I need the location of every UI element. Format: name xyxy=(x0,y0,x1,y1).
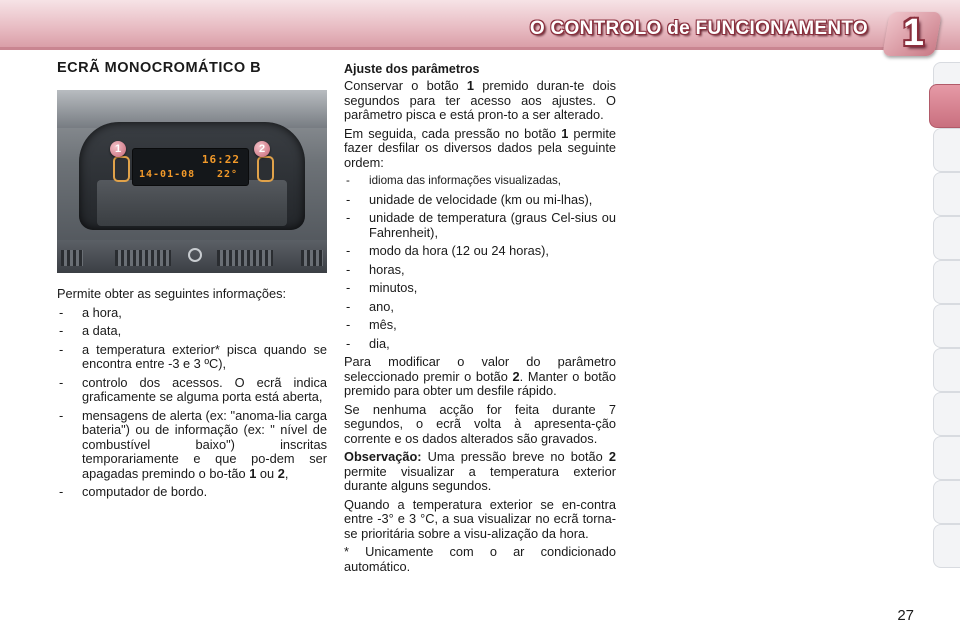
monochrome-display xyxy=(132,148,249,186)
item-text: ou xyxy=(259,465,275,481)
item-text: mensagens de alerta (ex: "anoma-lia carga bateria") ou de informação (ex: " nível de combustível baixo") inscritas temporariamente e que po-dem ser apagadas premindo o bo-tão xyxy=(82,407,327,481)
paragraph xyxy=(344,127,616,171)
list-item: - horas, xyxy=(344,263,616,278)
paragraph-text: premido duran-te dois segundos para ter acesso aos ajustes. O parâmetro pisca e está pron-to a ser alterado. xyxy=(344,78,617,122)
paragraph-text: . Manter o botão premido para obter um desfile rápido. xyxy=(344,368,616,398)
footnote: * Unicamente com o ar condicionado automático. xyxy=(344,544,616,574)
info-list xyxy=(57,306,327,500)
lcd-date: 14-01-08 xyxy=(139,169,196,180)
paragraph xyxy=(344,355,616,399)
list-item: - idioma das informações visualizadas, xyxy=(344,174,616,189)
button-ref: 2 xyxy=(512,368,520,384)
list-item: - mês, xyxy=(344,318,616,333)
display-button-2 xyxy=(257,156,274,182)
air-vent xyxy=(301,250,323,266)
paragraph: Quando a temperatura exterior se en-contra entre -3° e 3 °C, a sua visualizar no ecrã torna-se prioritária sobre a visu-alização da hora. xyxy=(344,496,616,541)
callout-1: 1 xyxy=(110,141,126,157)
paragraph-text: Uma pressão breve no botão xyxy=(427,449,603,464)
chapter-tab[interactable] xyxy=(933,480,960,524)
chapter-title: O CONTROLO de FUNCIONAMENTO xyxy=(529,18,868,39)
chapter-tab-active[interactable] xyxy=(929,84,960,128)
item-text: , xyxy=(284,465,289,481)
chapter-tab[interactable] xyxy=(933,128,960,172)
list-item xyxy=(57,409,327,482)
chapter-tab[interactable] xyxy=(933,392,960,436)
air-vent xyxy=(115,250,171,266)
paragraph-text: permite visualizar a temperatura exterior durante alguns segundos. xyxy=(344,463,616,493)
chapter-tab[interactable] xyxy=(933,260,960,304)
hazard-switch-icon xyxy=(188,248,202,262)
air-vent xyxy=(217,250,273,266)
chapter-tabs xyxy=(930,62,960,574)
button-ref: 1 xyxy=(466,78,474,93)
paragraph-text: Para modificar o valor do parâmetro seleccionado premir o botão xyxy=(344,354,616,384)
list-item: - controlo dos acessos. O ecrã indica graficamente se alguma porta está aberta, xyxy=(57,376,327,405)
paragraph-text: Em seguida, cada pressão no botão xyxy=(344,125,557,141)
paragraph-text: permite fazer desfilar os diversos dados pela seguinte ordem: xyxy=(344,125,616,170)
list-item: - dia, xyxy=(344,337,616,352)
list-item: - modo da hora (12 ou 24 horas), xyxy=(344,244,616,259)
dashboard-photo xyxy=(57,90,327,273)
lcd-time: 16:22 xyxy=(201,153,240,166)
air-vent xyxy=(61,250,83,266)
chapter-tab[interactable] xyxy=(933,524,960,568)
button-ref: 1 xyxy=(249,465,257,481)
parameter-list xyxy=(344,174,616,351)
button-ref: 2 xyxy=(277,465,285,481)
subsection-title: Ajuste dos parâmetros xyxy=(344,62,480,76)
storage-tray xyxy=(97,180,287,226)
intro-text: Permite obter as seguintes informações: xyxy=(57,286,287,301)
list-item: - a hora, xyxy=(57,306,327,321)
list-item: - unidade de temperatura (graus Cel-sius ou Fahrenheit), xyxy=(344,211,616,240)
page-number: 27 xyxy=(897,607,914,624)
chapter-tab[interactable] xyxy=(933,172,960,216)
middle-column xyxy=(344,62,616,578)
lcd-temperature: 22° xyxy=(216,169,238,180)
button-ref: 2 xyxy=(608,449,616,464)
list-item: - minutos, xyxy=(344,281,616,296)
chapter-number: 1 xyxy=(902,12,924,54)
display-button-1 xyxy=(113,156,130,182)
left-column xyxy=(57,60,327,504)
chapter-tab[interactable] xyxy=(933,436,960,480)
note-label: Observação: xyxy=(344,449,422,464)
chapter-tab[interactable] xyxy=(933,304,960,348)
list-item: - a temperatura exterior* pisca quando se encontra entre -3 e 3 ºC), xyxy=(57,343,327,372)
callout-2: 2 xyxy=(254,141,270,157)
list-item: - ano, xyxy=(344,300,616,315)
list-item: - unidade de velocidade (km ou mi-lhas), xyxy=(344,193,616,208)
section-title: ECRÃ MONOCROMÁTICO B xyxy=(57,60,262,76)
paragraph-text: Conservar o botão xyxy=(344,78,459,93)
chapter-tab[interactable] xyxy=(933,216,960,260)
header-stripe xyxy=(0,47,890,50)
button-ref: 1 xyxy=(561,125,569,141)
paragraph xyxy=(344,79,616,123)
paragraph xyxy=(344,450,616,494)
paragraph: Se nenhuma acção for feita durante 7 segundos, o ecrã volta à apresenta-ção corrente e os dados alterados são gravados. xyxy=(344,401,616,446)
chapter-tab[interactable] xyxy=(933,348,960,392)
list-item: - a data, xyxy=(57,324,327,339)
list-item: - computador de bordo. xyxy=(57,485,327,500)
